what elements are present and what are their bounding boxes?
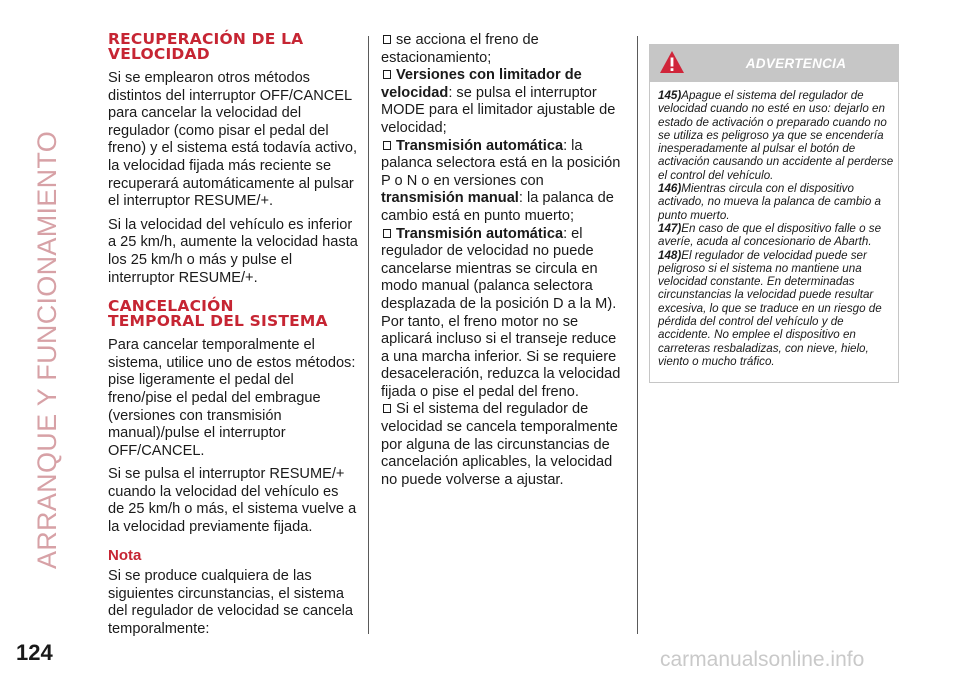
warning-item-text: Mientras circula con el dispositivo activado, no mueva la palanca de cambio a punto muerto. (658, 182, 881, 222)
note-title: Nota (108, 546, 142, 564)
warning-item-number: 147) (658, 221, 682, 235)
bullet-bold-text: transmisión manual (381, 190, 519, 207)
warning-item-number: 146) (658, 182, 682, 196)
bullet-text: Si el sistema del regulador de velocidad se cancela temporalmente por alguna de las circunstancias de cancelación aplicables, la velocidad no puede volverse a ajustar. (381, 401, 618, 488)
checkbox-bullet-icon (383, 229, 391, 238)
heading-line: VELOCIDAD (108, 45, 210, 63)
bullet-item (381, 401, 625, 489)
warning-item-text: En caso de que el dispositivo falle o se averíe, acuda al concesionario de Abarth. (658, 221, 882, 249)
warning-item-number: 145) (658, 89, 682, 102)
paragraph: Si la velocidad del vehículo es inferior a 25 km/h, aumente la velocidad hasta los 25 km/h o más y pulse el interruptor RESUME/+. (108, 216, 358, 286)
paragraph: Para cancelar temporalmente el sistema, utilice uno de estos métodos: pise ligeramente el pedal del freno/pise el pedal del embrague (versiones con transmisión manual)/pulse el interruptor OFF/CANCEL. (108, 337, 356, 459)
heading-line: CANCELACIÓN (108, 297, 234, 316)
column-1 (108, 32, 358, 645)
heading-cancelacion (108, 299, 358, 329)
column-3 (649, 44, 899, 383)
note-text: Si se produce cualquiera de las siguientes circunstancias, el sistema del regulador de velocidad se cancela temporalmente: (108, 568, 354, 638)
bullet-text: : el regulador de velocidad no puede cancelarse mientras se circula en modo manual (palanca selectora desplazada de la posición D a la M). Por tanto, el freno motor no se aplicará incluso si el transeje reduce a una marcha inferior. Si se requiere desaceleración, reduzca la velocidad fijada o pise el pedal del freno. (381, 225, 621, 400)
warning-triangle-icon (659, 50, 685, 74)
bullet-bold-text: Transmisión automática (396, 137, 564, 154)
page-number: 124 (16, 640, 53, 665)
warning-body (649, 82, 899, 383)
bullet-text: : la palanca selectora está en la posición P o N o en versiones con (381, 137, 621, 189)
warning-item (658, 89, 894, 182)
bullet-item (381, 67, 625, 137)
warning-item (658, 222, 894, 249)
paragraph: Si se pulsa el interruptor RESUME/+ cuando la velocidad del vehículo es de 25 km/h o más, el sistema vuelve a la velocidad previamente fijada. (108, 466, 357, 536)
bullet-bold-text: Versiones con limitador de velocidad (381, 67, 582, 101)
bullet-text: : la palanca de cambio está en punto muerto; (381, 190, 614, 224)
warning-item-text: El regulador de velocidad puede ser peligroso si el sistema no mantiene una velocidad constante. En determinadas circunstancias la velocidad puede resultar excesiva, lo que se traduce en un riesgo de pérdida del control del vehículo y de accidente. No emplee el dispositivo en carreteras resbaladizas, con nieve, hielo, viento o mucho tráfico. (658, 248, 882, 368)
bullet-item (381, 226, 625, 402)
bullet-bold-text: Transmisión automática (396, 225, 564, 242)
warning-title: ADVERTENCIA (745, 56, 847, 71)
column-divider (637, 36, 638, 634)
checkbox-bullet-icon (383, 141, 391, 150)
checkbox-bullet-icon (383, 35, 391, 44)
checkbox-bullet-icon (383, 404, 391, 413)
bullet-text: : se pulsa el interruptor MODE para el limitador ajustable de velocidad; (381, 84, 616, 136)
bullet-item (381, 32, 625, 67)
footer-watermark: carmanualsonline.info (660, 648, 865, 671)
bullet-item (381, 138, 625, 226)
warning-item (658, 182, 894, 222)
warning-item-number: 148) (658, 248, 682, 262)
warning-header (649, 44, 899, 82)
heading-line: RECUPERACIÓN DE LA (108, 30, 304, 48)
column-2 (381, 32, 625, 489)
heading-recuperacion (108, 32, 358, 62)
bullet-text: se acciona el freno de estacionamiento; (381, 32, 539, 66)
heading-line: TEMPORAL DEL SISTEMA (108, 312, 328, 331)
section-side-title: ARRANQUE Y FUNCIONAMIENTO (32, 130, 62, 570)
checkbox-bullet-icon (383, 70, 391, 79)
warning-item-text: Apague el sistema del regulador de velocidad cuando no esté en uso: dejarlo en estado de activación o preparado cuando no se utiliza es peligroso ya que se encendería inesperadamente al pulsar el botón de activación causando un accidente al perderse el control del vehículo. (658, 89, 894, 182)
paragraph: Si se emplearon otros métodos distintos del interruptor OFF/CANCEL para cancelar la velocidad del regulador (como pisar el pedal del freno) y el sistema está todavía activo, la velocidad fijada más reciente se recuperará automáticamente al pulsar el interruptor RESUME/+. (108, 70, 358, 210)
warning-item (658, 249, 894, 369)
warning-box (649, 44, 899, 383)
column-divider (368, 36, 369, 634)
